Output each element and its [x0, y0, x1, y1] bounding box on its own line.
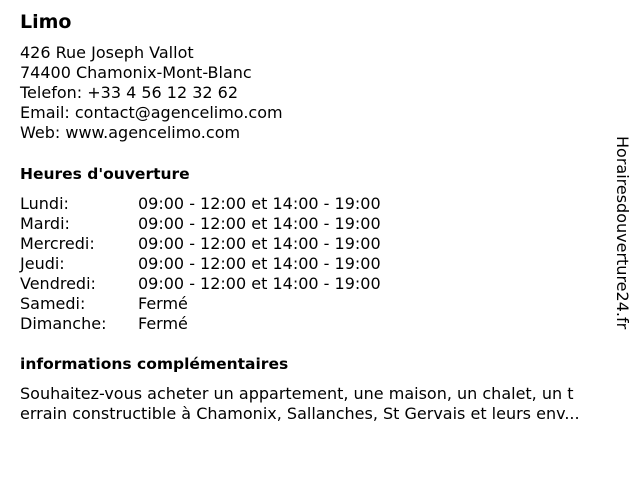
info-heading: informations complémentaires: [20, 355, 289, 373]
address-city: 74400 Chamonix-Mont-Blanc: [20, 63, 252, 82]
hours-day: Lundi:: [20, 194, 69, 213]
phone-number: Telefon: +33 4 56 12 32 62: [20, 83, 239, 102]
hours-day: Jeudi:: [20, 254, 65, 273]
hours-time: 09:00 - 12:00 et 14:00 - 19:00: [138, 274, 381, 293]
contact-block: [20, 43, 283, 143]
hours-day: Dimanche:: [20, 314, 107, 333]
hours-time: 09:00 - 12:00 et 14:00 - 19:00: [138, 254, 381, 273]
hours-row: [20, 274, 381, 294]
opening-hours-list: [20, 194, 381, 334]
hours-row: [20, 234, 381, 254]
hours-day: Vendredi:: [20, 274, 96, 293]
website: Web: www.agencelimo.com: [20, 123, 241, 142]
info-line: Souhaitez-vous acheter un appartement, une maison, un chalet, un t: [20, 384, 574, 403]
hours-row: [20, 294, 381, 314]
hours-row: [20, 194, 381, 214]
hours-time: 09:00 - 12:00 et 14:00 - 19:00: [138, 194, 381, 213]
hours-day: Mardi:: [20, 214, 70, 233]
hours-row: [20, 314, 381, 334]
hours-day: Mercredi:: [20, 234, 95, 253]
hours-heading: Heures d'ouverture: [20, 165, 190, 183]
hours-time: 09:00 - 12:00 et 14:00 - 19:00: [138, 234, 381, 253]
business-name: Limo: [20, 11, 72, 33]
hours-day: Samedi:: [20, 294, 86, 313]
info-line: errain constructible à Chamonix, Sallanches, St Gervais et leurs env...: [20, 404, 580, 423]
address-street: 426 Rue Joseph Vallot: [20, 43, 194, 62]
hours-time: 09:00 - 12:00 et 14:00 - 19:00: [138, 214, 381, 233]
hours-row: [20, 214, 381, 234]
hours-time: Fermé: [138, 294, 188, 313]
info-description: [20, 384, 632, 424]
email-address: Email: contact@agencelimo.com: [20, 103, 283, 122]
hours-row: [20, 254, 381, 274]
hours-time: Fermé: [138, 314, 188, 333]
site-watermark: Horairesdouverture24.fr: [613, 136, 632, 330]
